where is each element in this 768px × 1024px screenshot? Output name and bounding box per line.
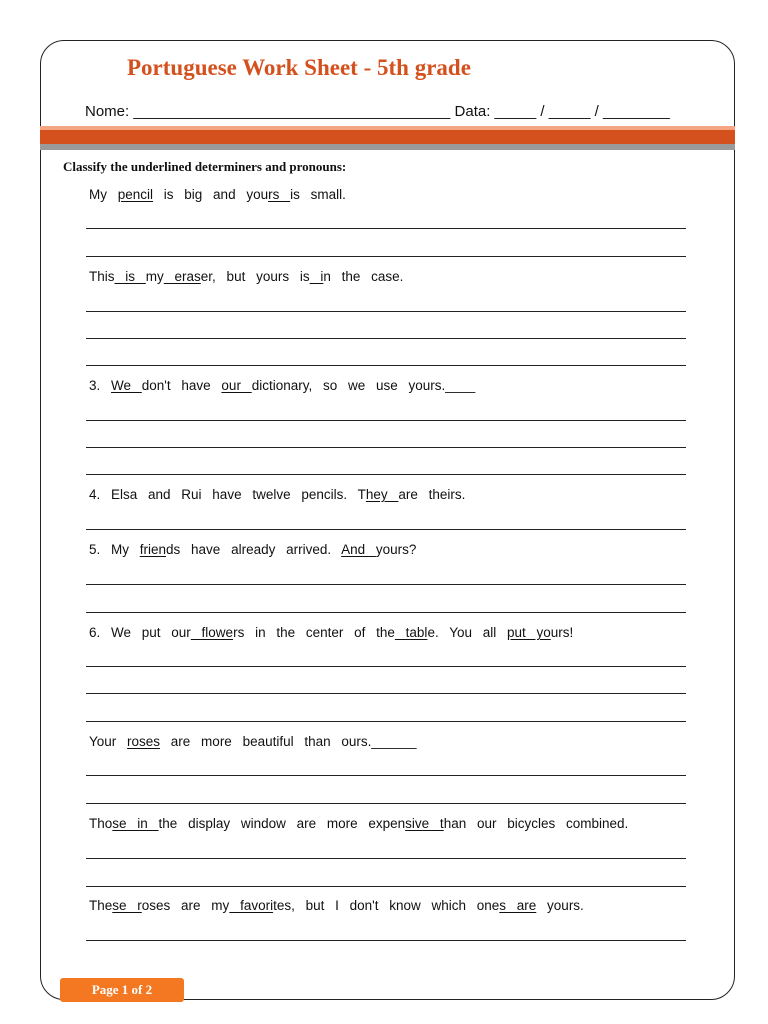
underlined-segment: se r: [112, 898, 142, 913]
sentence-segment: are more beautiful than ours: [160, 734, 368, 749]
sentence-segment: the display window are more expen: [158, 816, 406, 831]
answer-line: [86, 228, 686, 229]
sentence-segment: tes, but I don't know which one: [273, 898, 500, 913]
underlined-segment: frien: [139, 542, 167, 557]
answer-line: [86, 721, 686, 722]
answer-line: [86, 256, 686, 257]
answer-line: [86, 311, 686, 312]
sentence-segment: 4. Elsa and Rui have twelve pencils. T: [89, 487, 366, 502]
sentence-segment: rs in the center of the: [233, 625, 395, 640]
sentence-segment: Your: [89, 734, 128, 749]
answer-line: [86, 858, 686, 859]
sentence-segment: Tho: [89, 816, 113, 831]
sentence-segment: is big and you: [153, 187, 269, 202]
answer-line: [86, 775, 686, 776]
answer-line: [86, 447, 686, 448]
sentence-segment: yours?: [375, 542, 417, 557]
answer-line: [86, 338, 686, 339]
question-8: [89, 816, 628, 831]
sentence-segment: The: [89, 898, 113, 913]
page-title: Portuguese Work Sheet - 5th grade: [127, 55, 471, 80]
sentence-segment: my: [145, 269, 164, 284]
sentence-segment: This: [89, 269, 115, 284]
sentence-segment: 5. My: [89, 542, 140, 557]
sentence-segment: er, but yours is: [200, 269, 310, 284]
answer-line: [86, 940, 686, 941]
sentence-segment: ds have already arrived.: [166, 542, 342, 557]
answer-line: [86, 365, 686, 366]
sentence-segment: oses are my: [141, 898, 230, 913]
sentence-segment: don't have: [141, 378, 222, 393]
question-4: [89, 487, 465, 502]
sentence-segment: e. You all: [427, 625, 507, 640]
answer-line: [86, 420, 686, 421]
underlined-segment: se in: [112, 816, 159, 831]
underlined-segment: rs: [268, 187, 291, 202]
question-1: [89, 187, 346, 202]
underlined-segment: And: [341, 542, 376, 557]
question-3: [89, 378, 475, 393]
sentence-segment: han our bicycles combined.: [443, 816, 629, 831]
sentence-segment: .____: [441, 378, 476, 393]
question-6: [89, 625, 573, 640]
underlined-segment: sive t: [405, 816, 444, 831]
sentence-segment: .______: [367, 734, 417, 749]
underlined-segment: eras: [163, 269, 201, 284]
header-band-gray: [40, 144, 735, 150]
answer-line: [86, 612, 686, 613]
underlined-segment: put yo: [507, 625, 551, 640]
underlined-segment: favori: [229, 898, 274, 913]
sentence-segment: 3.: [89, 378, 112, 393]
question-9: [89, 898, 584, 913]
answer-line: [86, 886, 686, 887]
answer-line: [86, 803, 686, 804]
underlined-segment: is: [114, 269, 146, 284]
underlined-segment: our: [221, 378, 252, 393]
underlined-segment: We: [111, 378, 142, 393]
sentence-segment: My: [89, 187, 118, 202]
question-5: [89, 542, 416, 557]
question-2: [89, 269, 403, 284]
answer-line: [86, 529, 686, 530]
underlined-segment: flowe: [190, 625, 234, 640]
underlined-segment: roses: [127, 734, 161, 749]
answer-line: [86, 474, 686, 475]
instruction-text: Classify the underlined determiners and pronouns:: [63, 159, 347, 174]
underlined-segment: hey: [365, 487, 399, 502]
worksheet-frame: [40, 40, 735, 1000]
sentence-segment: yours.: [536, 898, 584, 913]
underlined-segment: pencil: [117, 187, 154, 202]
page-number-tab: Page 1 of 2: [60, 978, 184, 1002]
sentence-segment: 6. We put our: [89, 625, 191, 640]
header-band-orange: [40, 130, 735, 144]
answer-line: [86, 666, 686, 667]
sentence-segment: dictionary, so we use yours: [251, 378, 442, 393]
underlined-segment: tabl: [394, 625, 428, 640]
sentence-segment: is small.: [290, 187, 346, 202]
sentence-segment: n the case.: [323, 269, 404, 284]
sentence-segment: urs!: [550, 625, 574, 640]
sentence-segment: are theirs.: [398, 487, 466, 502]
name-date-line: Nome: ______________________________________ Data: _____ / _____ / ________: [85, 103, 670, 120]
answer-line: [86, 693, 686, 694]
question-7: [89, 734, 416, 749]
underlined-segment: s are: [499, 898, 537, 913]
answer-line: [86, 584, 686, 585]
underlined-segment: i: [309, 269, 324, 284]
